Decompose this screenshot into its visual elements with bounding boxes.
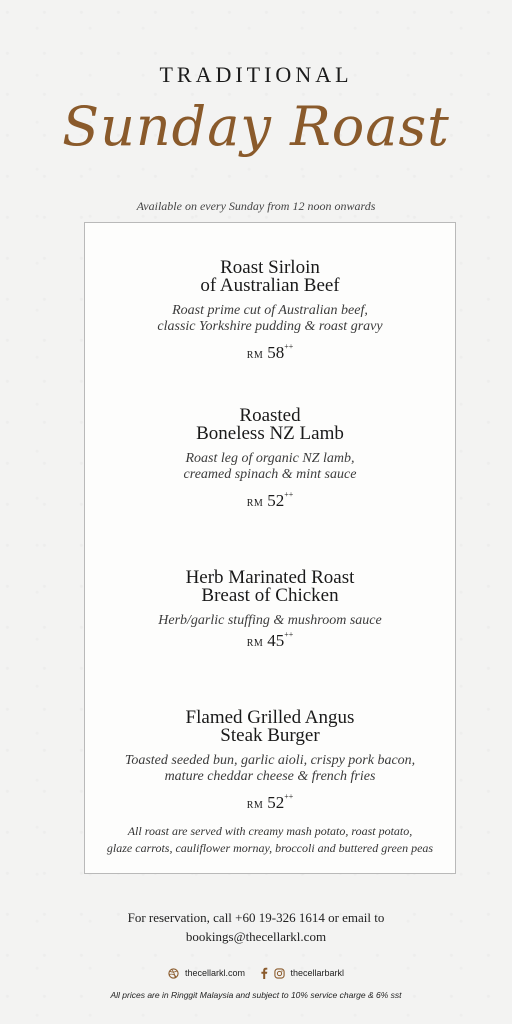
website-link[interactable] xyxy=(168,968,245,979)
price-currency: RM xyxy=(246,638,264,649)
price-suffix: ++ xyxy=(284,792,294,801)
social-links xyxy=(0,967,512,979)
social-handle-text: thecellarbarkl xyxy=(290,968,345,978)
price-amount: 52 xyxy=(267,491,285,510)
menu-item-chicken xyxy=(85,569,455,651)
price-suffix: ++ xyxy=(284,490,294,499)
social-handle-link[interactable] xyxy=(260,967,345,979)
dish-name-line1: Roast Sirloin xyxy=(220,257,320,278)
dish-name xyxy=(85,569,455,605)
dish-name xyxy=(85,407,455,443)
availability-note: Available on every Sunday from 12 noon onwards xyxy=(136,199,376,213)
dish-price xyxy=(85,631,455,651)
price-suffix: ++ xyxy=(284,630,294,639)
dish-desc-line2: mature cheddar cheese & french fries xyxy=(164,769,376,784)
price-currency: RM xyxy=(246,800,264,811)
dish-desc-line1: Roast leg of organic NZ lamb, xyxy=(185,451,355,466)
sides-note-line1: All roast are served with creamy mash potato, roast potato, xyxy=(127,824,413,838)
dish-desc-line1: Toasted seeded bun, garlic aioli, crispy pork bacon, xyxy=(124,753,416,768)
pricing-disclaimer: All prices are in Ringgit Malaysia and subject to 10% service charge & 6% sst xyxy=(110,990,402,1000)
sides-note xyxy=(85,823,455,857)
menu-item-sirloin xyxy=(85,259,455,363)
dish-name xyxy=(85,709,455,745)
reservation-email[interactable]: bookings@thecellarkl.com xyxy=(185,929,327,944)
dish-description xyxy=(85,753,455,785)
instagram-icon xyxy=(274,968,285,979)
dish-name-line1: Flamed Grilled Angus xyxy=(185,707,355,728)
dish-desc-line2: creamed spinach & mint sauce xyxy=(183,467,357,482)
price-amount: 45 xyxy=(267,631,285,650)
dish-price xyxy=(85,491,455,511)
dish-desc-line1: Roast prime cut of Australian beef, xyxy=(172,303,368,318)
dish-name-line2: Breast of Chicken xyxy=(201,585,339,606)
price-amount: 52 xyxy=(267,793,285,812)
menu-card xyxy=(84,222,456,874)
dish-name-line2: Boneless NZ Lamb xyxy=(196,423,344,444)
reservation-line1: For reservation, call +60 19-326 1614 or email to xyxy=(127,910,385,925)
website-text: thecellarkl.com xyxy=(184,968,245,978)
menu-title: Sunday Roast xyxy=(62,95,450,158)
price-currency: RM xyxy=(246,350,264,361)
dish-description xyxy=(85,451,455,483)
dish-name-line1: Herb Marinated Roast xyxy=(185,567,355,588)
price-suffix: ++ xyxy=(284,342,294,351)
menu-item-burger xyxy=(85,709,455,813)
dish-price xyxy=(85,793,455,813)
dish-name xyxy=(85,259,455,295)
facebook-icon xyxy=(260,967,268,979)
dish-desc-line1: Herb/garlic stuffing & mushroom sauce xyxy=(158,613,382,628)
dribbble-globe-icon xyxy=(168,968,179,979)
dish-desc-line2: classic Yorkshire pudding & roast gravy xyxy=(157,319,383,334)
dish-name-line1: Roasted xyxy=(239,405,301,426)
sides-note-line2: glaze carrots, cauliflower mornay, broccoli and buttered green peas xyxy=(106,841,434,855)
dish-description xyxy=(85,613,455,629)
menu-item-lamb xyxy=(85,407,455,511)
dish-name-line2: of Australian Beef xyxy=(200,275,340,296)
price-amount: 58 xyxy=(267,343,285,362)
menu-kicker: TRADITIONAL xyxy=(159,62,353,87)
dish-name-line2: Steak Burger xyxy=(220,725,320,746)
reservation-info xyxy=(0,908,512,946)
price-currency: RM xyxy=(246,498,264,509)
dish-price xyxy=(85,343,455,363)
dish-description xyxy=(85,303,455,335)
